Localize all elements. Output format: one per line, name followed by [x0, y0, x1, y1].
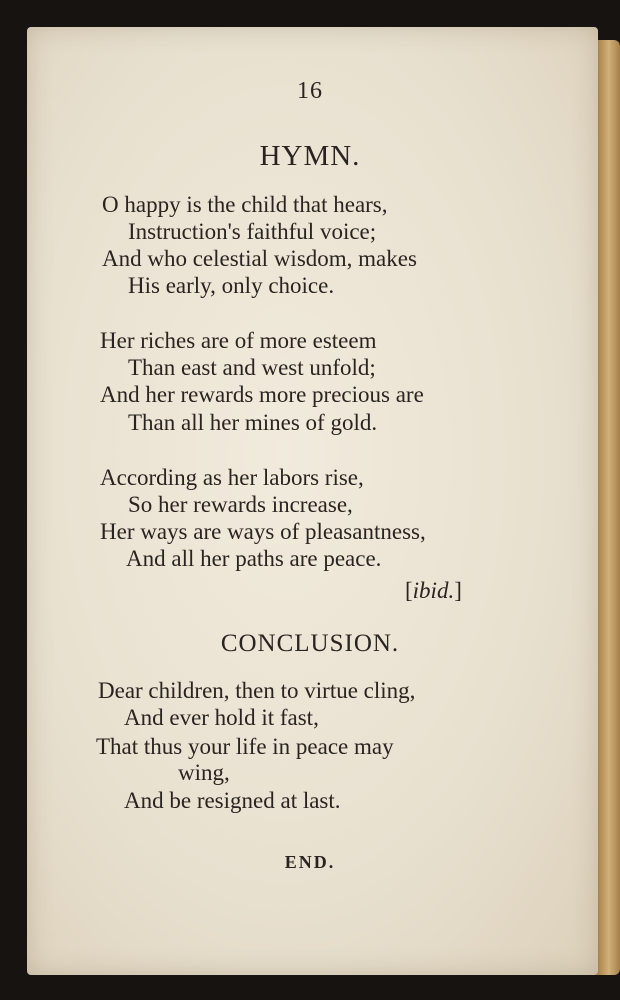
verse-line: Her ways are ways of pleasantness, [100, 519, 426, 544]
verse-line: And who celestial wisdom, makes [102, 246, 417, 271]
verse-line: Her riches are of more esteem [100, 328, 377, 353]
verse-line: And her rewards more precious are [100, 382, 424, 407]
verse-line: And ever hold it fast, [124, 705, 319, 730]
verse-line: Instruction's faithful voice; [128, 219, 377, 244]
verse-line: And all her paths are peace. [126, 546, 382, 571]
verse-line: That thus your life in peace may [96, 734, 394, 759]
verse-line: His early, only choice. [128, 273, 335, 298]
verse-line: And be resigned at last. [124, 788, 341, 813]
verse-line: Than east and west unfold; [128, 355, 376, 380]
hymn-title: HYMN. [259, 140, 361, 172]
page-number: 16 [297, 78, 323, 104]
end-mark: END. [284, 852, 336, 872]
attribution-text: ibid. [412, 578, 455, 603]
attribution-close-bracket: ] [454, 578, 462, 603]
verse-line: Dear children, then to virtue cling, [98, 678, 416, 703]
verse-line: O happy is the child that hears, [102, 192, 388, 217]
verse-line: According as her labors rise, [100, 465, 364, 490]
verse-line: wing, [178, 760, 230, 785]
verse-line: So her rewards increase, [128, 492, 353, 517]
attribution [405, 578, 462, 604]
attribution-open-bracket: [ [405, 578, 413, 603]
verse-line: Than all her mines of gold. [128, 410, 378, 435]
conclusion-title: CONCLUSION. [220, 630, 400, 657]
